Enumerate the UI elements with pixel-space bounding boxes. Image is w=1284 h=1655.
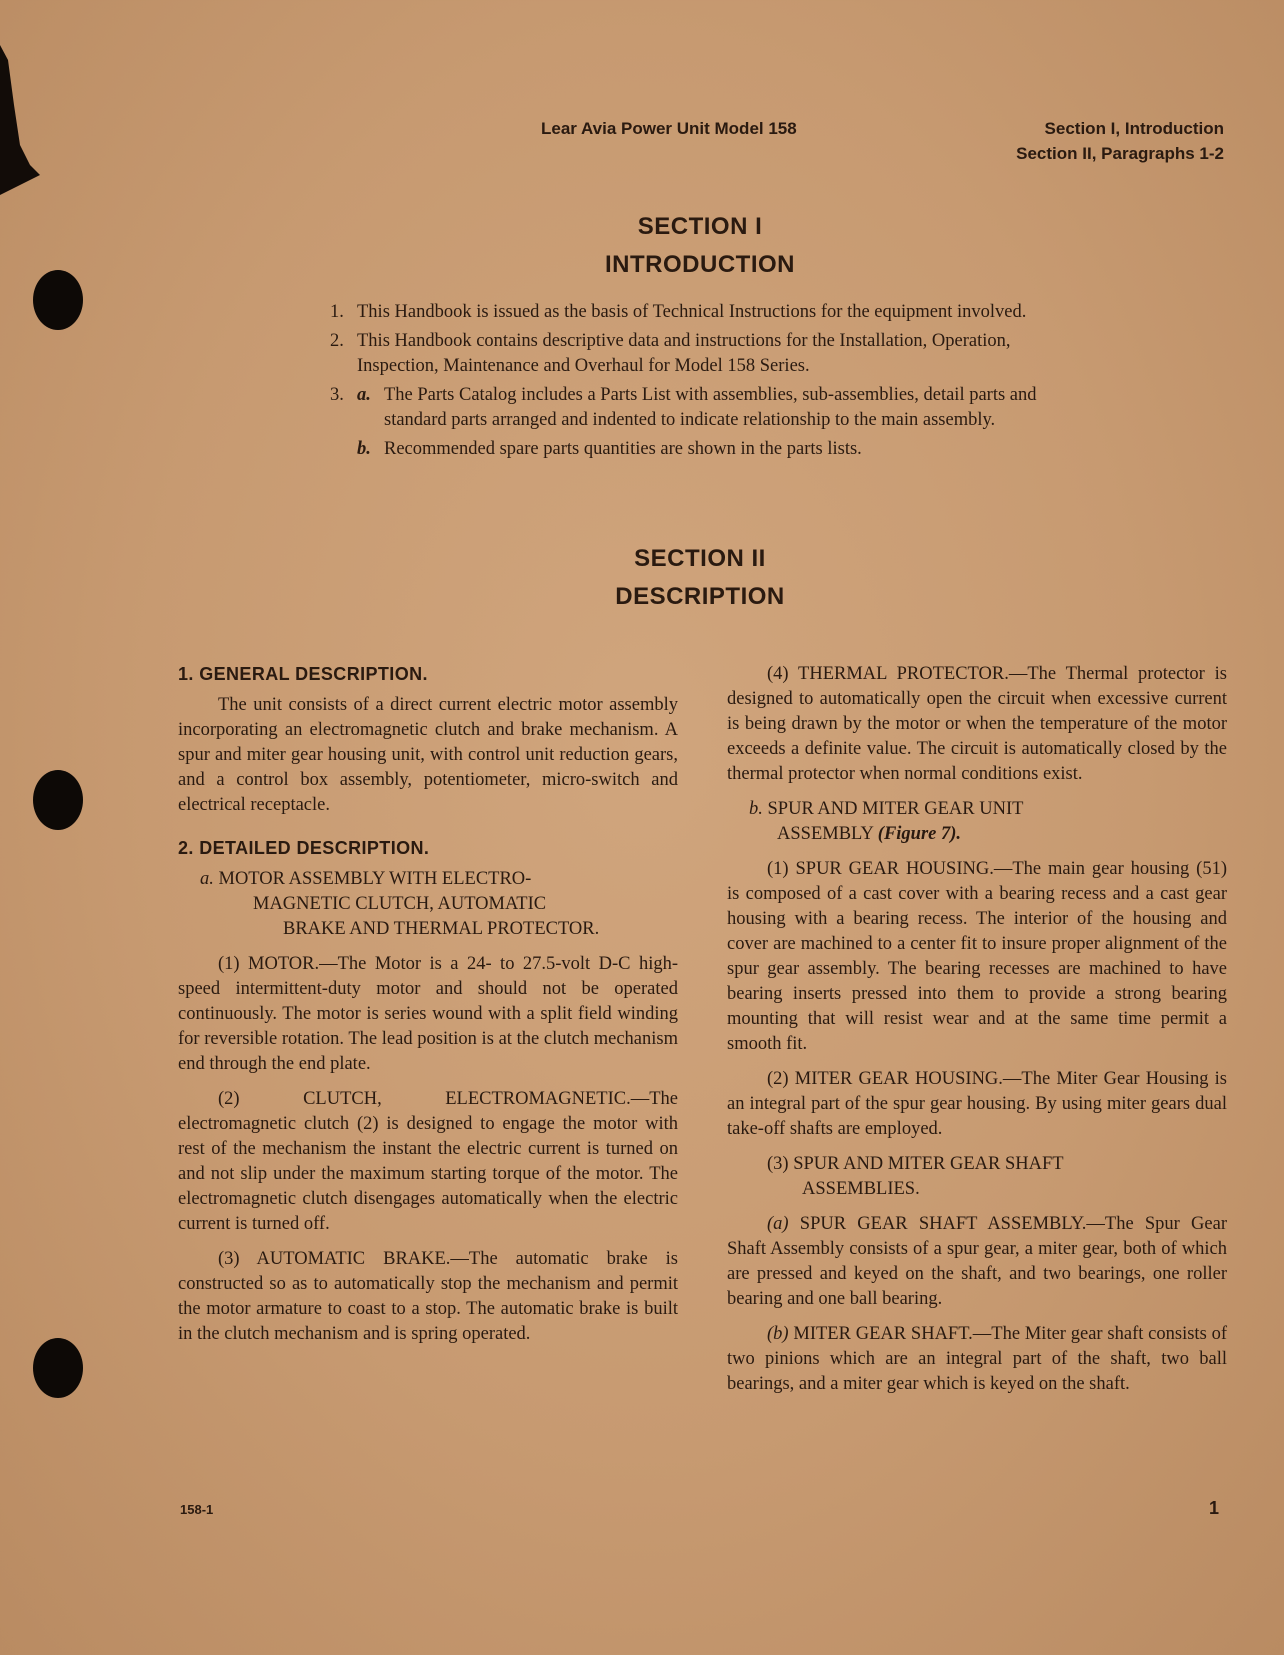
paragraph-text: SPUR GEAR SHAFT ASSEMBLY.—The Spur Gear Shaft Assembly consists of a spur gear, a miter gear, both of which are pressed and keyed on the shaft, and two bearings, one roller bearing and one ball bearing.: [727, 1214, 1227, 1309]
item-number: 2.: [330, 331, 344, 351]
motor-paragraph: (1) MOTOR.—The Motor is a 24- to 27.5-volt D-C high-speed intermittent-duty motor and should not be operated continuously. The motor is series wound with a split field winding for reversible rotation. The lead position is at the clutch mechanism end through the end plate.: [178, 954, 678, 1074]
section-1-label: SECTION I: [637, 213, 763, 240]
subheading-line: ASSEMBLY: [777, 824, 874, 844]
clutch-paragraph: (2) CLUTCH, ELECTROMAGNETIC.—The electromagnetic clutch (2) is designed to engage the motor with rest of the mechanism the instant the electric current is turned on and not slip under the maximum starting torque of the motor. The electromagnetic clutch disengages automatically when the electric current is turned off.: [178, 1089, 678, 1234]
item-text: This Handbook contains descriptive data and instructions for the Installation, Operation, Inspection, Maintenance and Overhaul for Model 158 Series.: [357, 331, 1011, 376]
running-header-sections: [1016, 116, 1224, 166]
header-section-1: Section I, Introduction: [1044, 119, 1224, 138]
subheading-line: SPUR AND MITER GEAR UNIT: [767, 799, 1024, 819]
item-number: 3.: [330, 385, 344, 405]
binder-hole-3: [33, 1338, 83, 1398]
intro-item-3b: [330, 437, 1075, 462]
miter-gear-housing-paragraph: (2) MITER GEAR HOUSING.—The Miter Gear Housing is an integral part of the spur gear housing. By using miter gears dual take-off shafts are employed.: [727, 1069, 1227, 1139]
brake-paragraph: (3) AUTOMATIC BRAKE.—The automatic brake is constructed so as to automatically stop the mechanism and permit the motor armature to coast to a stop. The automatic brake is built in the clutch mechanism and is spring operated.: [178, 1249, 678, 1344]
item-sub-letter: a.: [357, 385, 371, 405]
item-text: The Parts Catalog includes a Parts List with assemblies, sub-assemblies, detail parts and standard parts arranged and indented to indicate relationship to the main assembly.: [384, 385, 1037, 430]
miter-gear-shaft-paragraph: [727, 1322, 1227, 1397]
subheading-line: ASSEMBLIES.: [802, 1179, 920, 1199]
item-text: Recommended spare parts quantities are shown in the parts lists.: [384, 439, 862, 459]
sub-letter: a.: [200, 869, 214, 889]
torn-edge: [0, 45, 40, 195]
thermal-protector-paragraph: (4) THERMAL PROTECTOR.—The Thermal protector is designed to automatically open the circuit when excessive current is being drawn by the motor or when the temperature of the motor exceeds a definite value. The circuit is automatically closed by the thermal protector when normal conditions exist.: [727, 664, 1227, 784]
left-column: [178, 662, 678, 1357]
paragraph-label: (a): [767, 1214, 789, 1234]
figure-reference: (Figure 7).: [877, 824, 962, 844]
subheading-line: MAGNETIC CLUTCH, AUTOMATIC: [253, 894, 547, 914]
section-2-label: SECTION II: [634, 545, 766, 572]
running-header-title: Lear Avia Power Unit Model 158: [541, 119, 797, 138]
general-description-heading: 1. GENERAL DESCRIPTION.: [178, 664, 428, 684]
section-2-title: DESCRIPTION: [615, 583, 785, 610]
item-sub-letter: b.: [357, 439, 371, 459]
subheading-line: BRAKE AND THERMAL PROTECTOR.: [283, 919, 600, 939]
intro-item-3a: [330, 383, 1075, 433]
document-number: 158-1: [180, 1502, 214, 1517]
sub-letter: b.: [749, 799, 763, 819]
introduction-list: [330, 300, 1075, 466]
item-number: 1.: [330, 302, 344, 322]
right-column: [727, 662, 1227, 1407]
section-2-heading: [0, 540, 1284, 616]
section-1-heading: [0, 208, 1284, 284]
shaft-assemblies-subheading: [727, 1152, 1227, 1202]
intro-item-1: [330, 300, 1075, 325]
subheading-line: (3) SPUR AND MITER GEAR SHAFT: [767, 1154, 1064, 1174]
motor-assembly-subheading: [178, 867, 678, 942]
spur-gear-shaft-paragraph: [727, 1212, 1227, 1312]
detailed-description-heading: 2. DETAILED DESCRIPTION.: [178, 838, 430, 858]
intro-item-2: [330, 329, 1075, 379]
section-1-title: INTRODUCTION: [605, 251, 795, 278]
header-section-2: Section II, Paragraphs 1-2: [1016, 144, 1224, 163]
general-description-text: The unit consists of a direct current electric motor assembly incorporating an electromagnetic clutch and brake mechanism. A spur and miter gear housing unit, with control unit reduction gears, and a control box assembly, potentiometer, micro-switch and electrical receptacle.: [178, 695, 678, 815]
spur-gear-housing-paragraph: (1) SPUR GEAR HOUSING.—The main gear housing (51) is composed of a cast cover with a bearing recess and a cast gear housing with a bearing recess. The interior of the housing and cover are machined to a center fit to insure proper alignment of the spur gear assembly. The bearing recesses are machined to have bearing inserts pressed into them to provide a strong bearing mounting that will resist wear and at the same time permit a smooth fit.: [727, 859, 1227, 1054]
paragraph-text: MITER GEAR SHAFT.—The Miter gear shaft consists of two pinions which are an integral part of the shaft, two ball bearings, and a miter gear which is keyed on the shaft.: [727, 1324, 1227, 1394]
subheading-line: MOTOR ASSEMBLY WITH ELECTRO-: [218, 869, 532, 889]
page-number: 1: [1209, 1498, 1220, 1518]
item-text: This Handbook is issued as the basis of Technical Instructions for the equipment involved.: [357, 302, 1027, 322]
spur-miter-subheading: [727, 797, 1227, 847]
paragraph-label: (b): [767, 1324, 789, 1344]
binder-hole-2: [33, 770, 83, 830]
